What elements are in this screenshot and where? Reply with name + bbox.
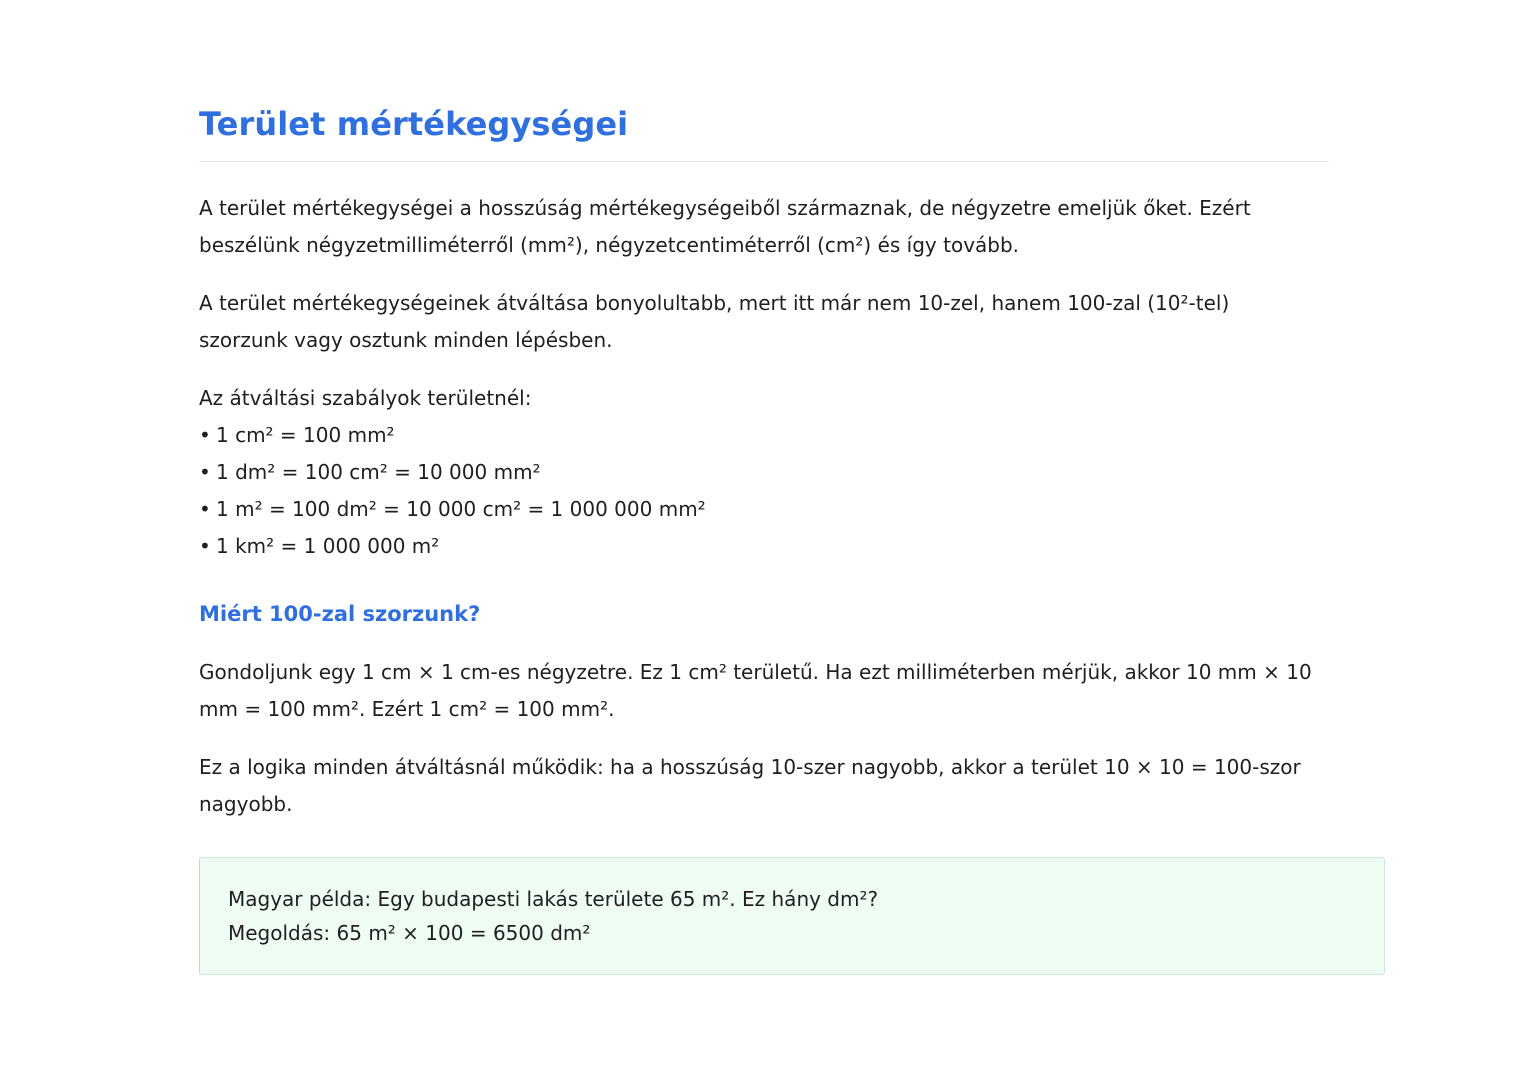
bullet-icon: • [199,534,211,558]
page-title: Terület mértékegységei [199,105,629,143]
bullet-icon: • [199,423,211,447]
title-divider [199,161,1329,162]
rule-text: 1 dm² = 100 cm² = 10 000 mm² [216,460,541,484]
document-page [199,92,1385,975]
list-item [199,491,1385,528]
list-item [199,528,1385,565]
example-question: Magyar példa: Egy budapesti lakás területe 65 m². Ez hány dm²? [228,887,879,911]
example-solution: Megoldás: 65 m² × 100 = 6500 dm² [228,921,591,945]
bullet-icon: • [199,497,211,521]
intro-paragraph-2: A terület mértékegységeinek átváltása bonyolultabb, mert itt már nem 10-zel, hanem 100-zal (10²-tel) szorzunk vagy osztunk minden lépésben. [199,291,1230,352]
rules-list [199,417,1385,565]
why-paragraph-1: Gondoljunk egy 1 cm × 1 cm-es négyzetre. Ez 1 cm² területű. Ha ezt milliméterben mérjük, akkor 10 mm × 10 mm = 100 mm². Ezért 1 cm² = 100 mm². [199,660,1312,721]
list-item [199,454,1385,491]
example-box [199,857,1385,975]
rule-text: 1 km² = 1 000 000 m² [216,534,440,558]
rule-text: 1 cm² = 100 mm² [216,423,395,447]
rule-text: 1 m² = 100 dm² = 10 000 cm² = 1 000 000 mm² [216,497,706,521]
why-paragraph-2: Ez a logika minden átváltásnál működik: ha a hosszúság 10-szer nagyobb, akkor a terület 10 × 10 = 100-szor nagyobb. [199,755,1301,816]
rules-heading: Az átváltási szabályok területnél: [199,386,532,410]
intro-paragraph-1: A terület mértékegységei a hosszúság mértékegységeiből származnak, de négyzetre emeljük őket. Ezért beszélünk négyzetmilliméterről (mm²), négyzetcentiméterről (cm²) és így tovább. [199,196,1251,257]
list-item [199,417,1385,454]
bullet-icon: • [199,460,211,484]
why-heading: Miért 100-zal szorzunk? [199,602,481,626]
